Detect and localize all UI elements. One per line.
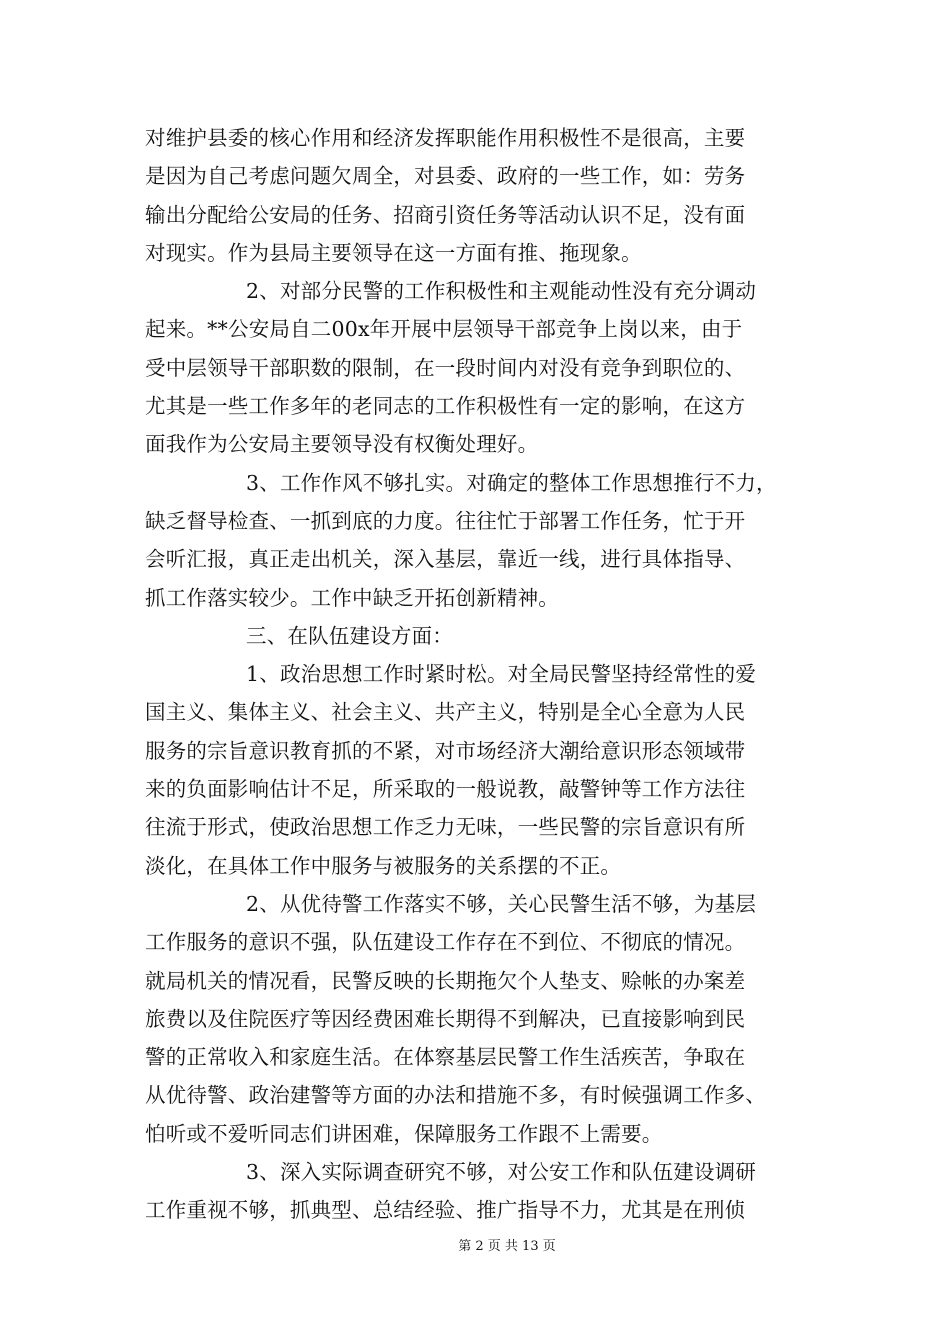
page-number: 第 2 页 共 13 页	[458, 1239, 556, 1254]
text-line: 起来。**公安局自二00x年开展中层领导干部竞争上岗以来，由于	[145, 317, 743, 342]
text-line: 输出分配给公安局的任务、招商引资任务等活动认识不足，没有面	[145, 202, 746, 227]
text-line: 工作重视不够，抓典型、总结经验、推广指导不力，尤其是在刑侦	[145, 1198, 746, 1223]
text-line: 3、深入实际调查研究不够，对公安工作和队伍建设调研	[246, 1160, 757, 1185]
text-line: 对现实。作为县局主要领导在这一方面有推、拖现象。	[145, 240, 642, 265]
text-line: 淡化，在具体工作中服务与被服务的关系摆的不正。	[145, 853, 622, 878]
page-footer	[0, 1235, 950, 1254]
text-line: 3、工作作风不够扎实。对确定的整体工作思想推行不力，	[246, 470, 777, 495]
text-line: 受中层领导干部职数的限制，在一段时间内对没有竞争到职位的、	[145, 355, 746, 380]
text-line: 对维护县委的核心作用和经济发挥职能作用积极性不是很高，主要	[145, 126, 746, 150]
text-line: 2、对部分民警的工作积极性和主观能动性没有充分调动	[246, 279, 757, 304]
text-line: 就局机关的情况看，民警反映的长期拖欠个人垫支、赊帐的办案差	[145, 968, 746, 993]
text-line: 缺乏督导检查、一抓到底的力度。往往忙于部署工作任务，忙于开	[145, 508, 746, 533]
text-line: 怕听或不爱听同志们讲困难，保障服务工作跟不上需要。	[145, 1121, 663, 1146]
text-line: 来的负面影响估计不足，所采取的一般说教，敲警钟等工作方法往	[145, 777, 746, 802]
text-line: 工作服务的意识不强，队伍建设工作存在不到位、不彻底的情况。	[145, 930, 746, 955]
text-line: 服务的宗旨意识教育抓的不紧，对市场经济大潮给意识形态领域带	[145, 738, 746, 763]
text-line: 三、在队伍建设方面：	[246, 623, 453, 648]
text-line: 抓工作落实较少。工作中缺乏开拓创新精神。	[145, 585, 559, 610]
text-line: 从优待警、政治建警等方面的办法和措施不多，有时候强调工作多、	[145, 1083, 766, 1108]
text-line: 面我作为公安局主要领导没有权衡处理好。	[145, 432, 539, 457]
text-line: 国主义、集体主义、社会主义、共产主义，特别是全心全意为人民	[145, 700, 746, 725]
document-body	[145, 119, 825, 1230]
text-line: 是因为自己考虑问题欠周全，对县委、政府的一些工作，如：劳务	[145, 164, 746, 189]
text-line: 尤其是一些工作多年的老同志的工作积极性有一定的影响，在这方	[145, 394, 746, 419]
text-line: 往流于形式，使政治思想工作乏力无味，一些民警的宗旨意识有所	[145, 815, 746, 840]
text-line: 2、从优待警工作落实不够，关心民警生活不够，为基层	[246, 891, 757, 916]
text-line: 警的正常收入和家庭生活。在体察基层民警工作生活疾苦，争取在	[145, 1045, 746, 1070]
text-line: 1、政治思想工作时紧时松。对全局民警坚持经常性的爱	[246, 662, 757, 687]
text-line: 旅费以及住院医疗等因经费困难长期得不到解决，已直接影响到民	[145, 1006, 746, 1031]
text-line: 会听汇报，真正走出机关，深入基层，靠近一线，进行具体指导、	[145, 547, 746, 572]
